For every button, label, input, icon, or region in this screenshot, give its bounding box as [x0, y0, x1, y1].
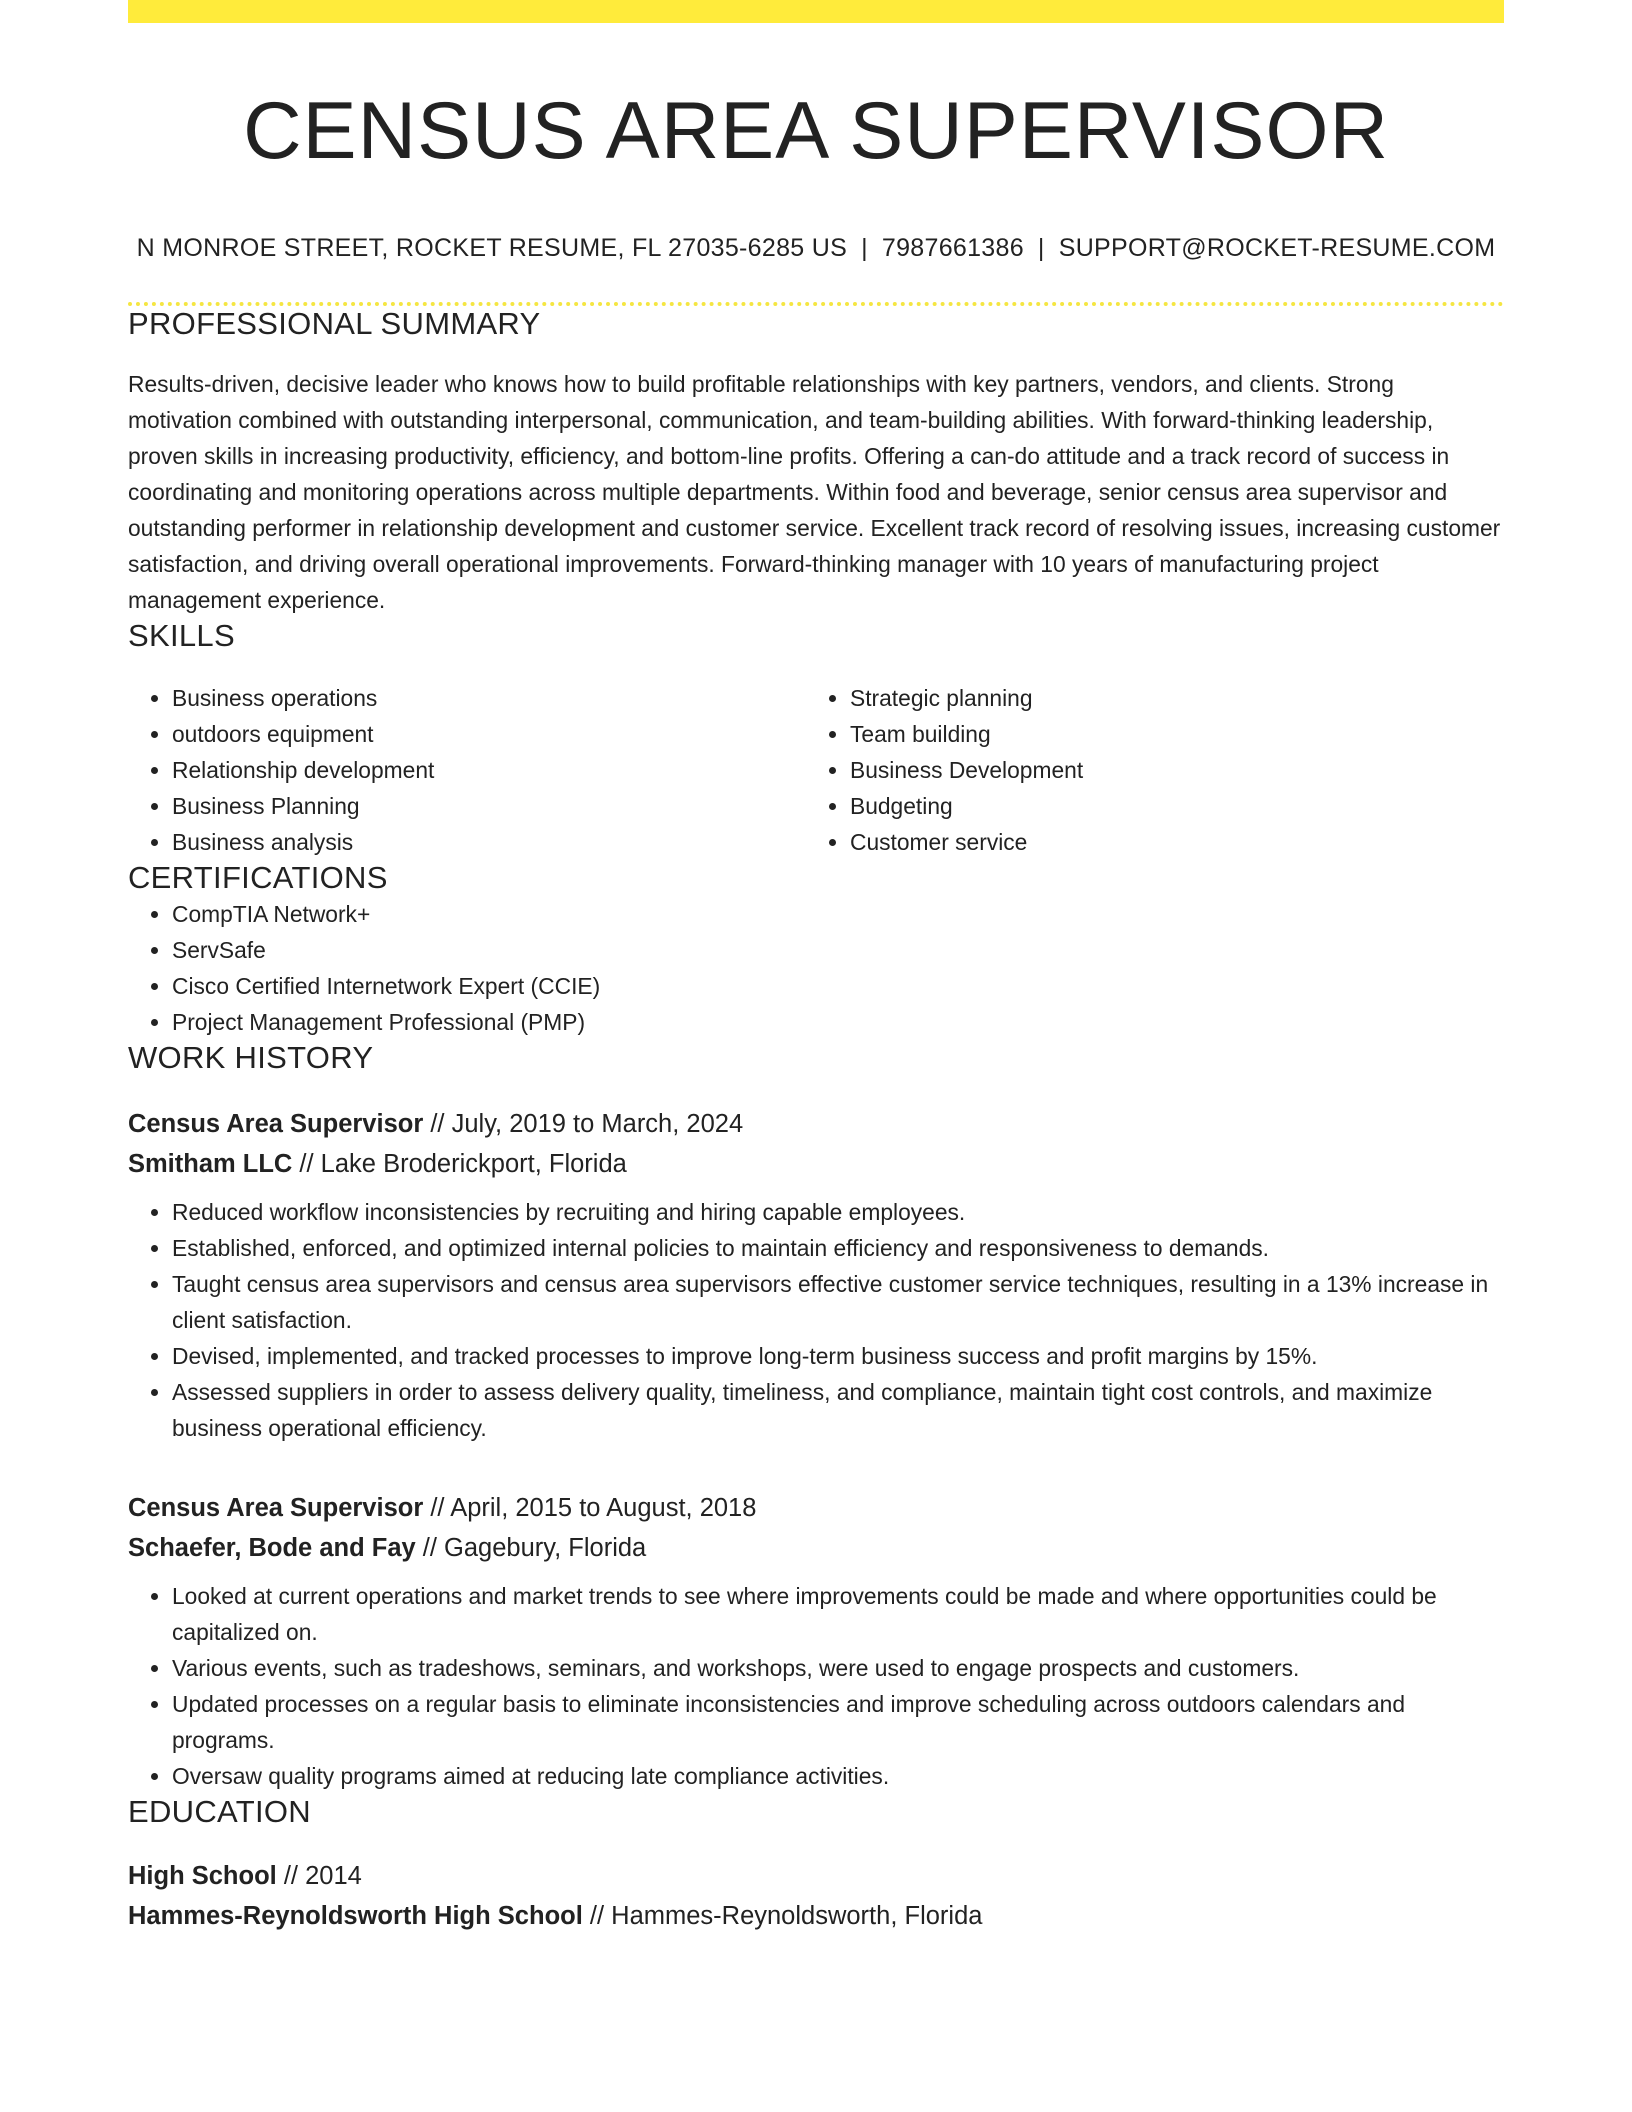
certification-item: • CompTIA Network+ — [172, 896, 1504, 932]
skills-title: SKILLS — [128, 618, 235, 654]
skills-right-list — [806, 680, 1484, 860]
job-bullet: • Looked at current operations and market trends to see where improvements could be made and where opportunities could be capitalized on. — [172, 1578, 1504, 1650]
summary-text: Results-driven, decisive leader who knows how to build profitable relationships with key partners, vendors, and clients. Strong motivation combined with outstanding interpersonal, communication, and team-building abilities. With forward-thinking leadership, proven skills in increasing productivity, efficiency, and bottom-line profits. Offering a can-do attitude and a track record of success in coordinating and monitoring operations across multiple departments. Within food and beverage, senior census area supervisor and outstanding performer in relationship development and customer service. Excellent track record of resolving issues, increasing customer satisfaction, and driving overall operational improvements. Forward-thinking manager with 10 years of manufacturing project management experience. — [128, 371, 1501, 614]
certification-item: • Cisco Certified Internetwork Expert (CCIE) — [172, 968, 1504, 1004]
job-bullet: • Taught census area supervisors and census area supervisors effective customer service techniques, resulting in a 13% increase in client satisfaction. — [172, 1266, 1504, 1338]
job-role-line — [128, 1104, 1504, 1144]
skill-item: • Business Development — [850, 752, 1484, 788]
job-entry — [128, 1488, 1504, 1794]
education-school: Hammes-Reynoldsworth High School — [128, 1902, 583, 1931]
job-bullet: • Established, enforced, and optimized internal policies to maintain efficiency and responsiveness to demands. — [172, 1230, 1504, 1266]
job-dates: // July, 2019 to March, 2024 — [423, 1110, 744, 1139]
skill-item: • Team building — [850, 716, 1484, 752]
job-company: Schaefer, Bode and Fay — [128, 1534, 416, 1563]
job-bullet: • Assessed suppliers in order to assess delivery quality, timeliness, and compliance, maintain tight cost controls, and maximize business operational efficiency. — [172, 1374, 1504, 1446]
job-dates: // April, 2015 to August, 2018 — [423, 1494, 757, 1523]
job-company-line — [128, 1144, 1504, 1184]
job-entry — [128, 1104, 1504, 1446]
contact-address: N MONROE STREET, ROCKET RESUME, FL 27035-6285 US — [136, 234, 848, 263]
certification-item: • ServSafe — [172, 932, 1504, 968]
skill-item: • Strategic planning — [850, 680, 1484, 716]
job-bullet: • Reduced workflow inconsistencies by recruiting and hiring capable employees. — [172, 1194, 1504, 1230]
contact-line — [128, 234, 1504, 263]
skills-grid — [128, 680, 1504, 860]
certification-item: • Project Management Professional (PMP) — [172, 1004, 1504, 1040]
job-role-line — [128, 1488, 1504, 1528]
contact-separator: | — [1037, 234, 1045, 263]
job-location: // Gagebury, Florida — [415, 1534, 647, 1563]
certifications-list — [128, 896, 1504, 1040]
job-bullet: • Updated processes on a regular basis to eliminate inconsistencies and improve scheduling across outdoors calendars and programs. — [172, 1686, 1504, 1758]
job-bullets — [128, 1578, 1504, 1794]
education-degree: High School — [128, 1862, 277, 1891]
summary-title: PROFESSIONAL SUMMARY — [128, 306, 541, 342]
job-bullet: • Oversaw quality programs aimed at reducing late compliance activities. — [172, 1758, 1504, 1794]
contact-separator: | — [861, 234, 868, 263]
education-degree-line — [128, 1856, 1504, 1896]
job-location: // Lake Broderickport, Florida — [292, 1150, 627, 1179]
education-year: // 2014 — [276, 1862, 362, 1891]
education-title: EDUCATION — [128, 1794, 311, 1830]
education-location: // Hammes-Reynoldsworth, Florida — [582, 1902, 983, 1931]
education-school-line — [128, 1896, 1504, 1936]
job-company: Smitham LLC — [128, 1150, 293, 1179]
resume-name: CENSUS AREA SUPERVISOR — [243, 86, 1389, 176]
resume-page — [128, 0, 1504, 1936]
job-bullet: • Various events, such as tradeshows, seminars, and workshops, were used to engage prospects and customers. — [172, 1650, 1504, 1686]
contact-email: SUPPORT@ROCKET-RESUME.COM — [1058, 234, 1496, 263]
skills-left-list — [128, 680, 806, 860]
top-accent-bar — [128, 0, 1504, 23]
job-bullets — [128, 1194, 1504, 1446]
skill-item: • outdoors equipment — [172, 716, 806, 752]
job-role: Census Area Supervisor — [128, 1494, 424, 1523]
contact-phone: 7987661386 — [881, 234, 1024, 263]
skill-item: • Customer service — [850, 824, 1484, 860]
certifications-title: CERTIFICATIONS — [128, 860, 388, 896]
education-entry — [128, 1856, 1504, 1936]
skill-item: • Budgeting — [850, 788, 1484, 824]
job-company-line — [128, 1528, 1504, 1568]
job-role: Census Area Supervisor — [128, 1110, 424, 1139]
job-bullet: • Devised, implemented, and tracked processes to improve long-term business success and profit margins by 15%. — [172, 1338, 1504, 1374]
work-history-title: WORK HISTORY — [128, 1040, 374, 1076]
skill-item: • Relationship development — [172, 752, 806, 788]
skill-item: • Business operations — [172, 680, 806, 716]
skill-item: • Business Planning — [172, 788, 806, 824]
skill-item: • Business analysis — [172, 824, 806, 860]
